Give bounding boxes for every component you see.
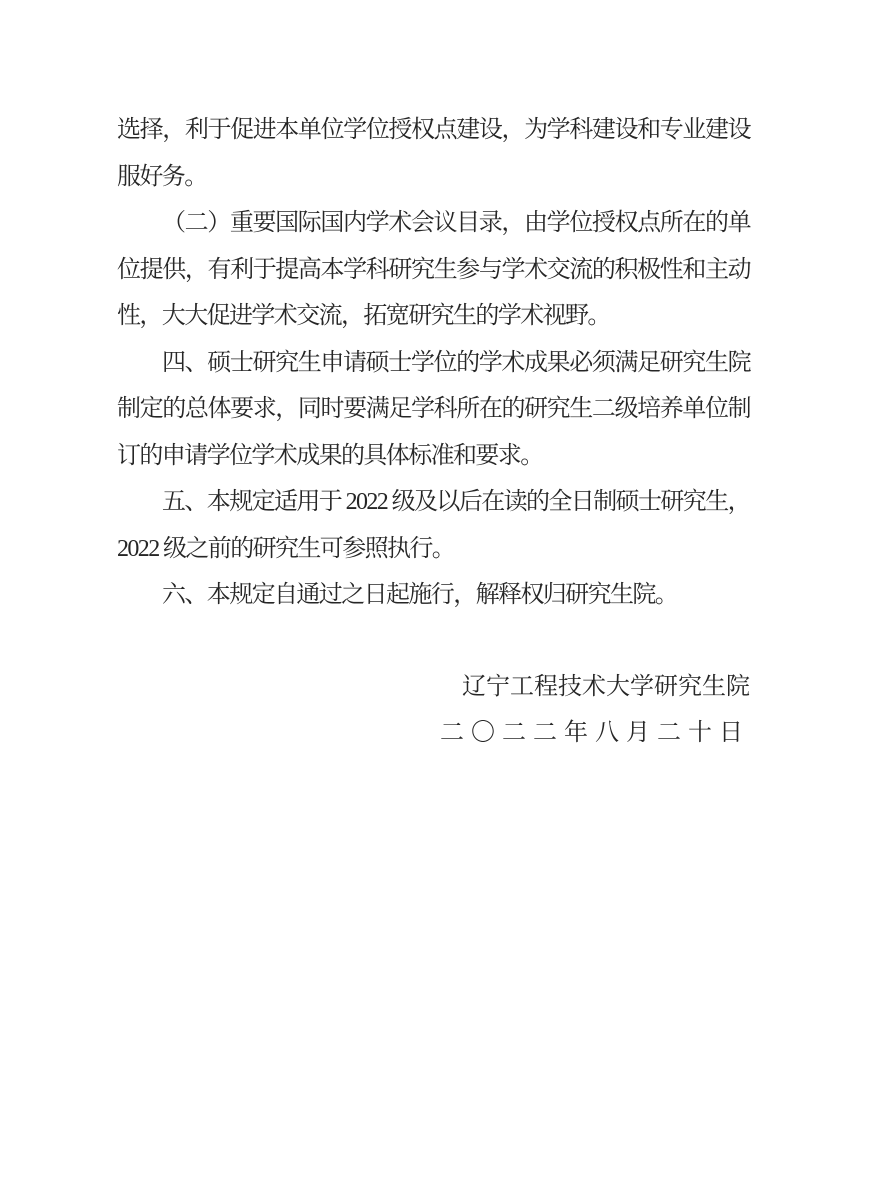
signature-organization: 辽宁工程技术大学研究生院 — [462, 673, 750, 700]
paragraph-article-4: 四、硕士研究生申请硕士学位的学术成果必须满足研究生院制定的总体要求，同时要满足学科所在的研究生二级培养单位制订的申请学位学术成果的具体标准和要求。 — [117, 349, 750, 469]
signature-block — [117, 664, 750, 757]
paragraph-item-2: （二）重要国际国内学术会议目录，由学位授权点所在的单位提供，有利于提高本学科研究生参与学术交流的积极性和主动性，大大促进学术交流，拓宽研究生的学术视野。 — [117, 210, 750, 329]
paragraph-article-6: 六、本规定自通过之日起施行，解释权归研究生院。 — [162, 582, 678, 608]
paragraph-continuation: 选择，利于促进本单位学位授权点建设，为学科建设和专业建设服好务。 — [117, 117, 750, 190]
document-body — [117, 107, 750, 757]
signature-date: 二〇二二年八月二十日 — [440, 720, 750, 746]
paragraph-article-5: 五、本规定适用于 2022 级及以后在读的全日制硕士研究生，2022 级之前的研究生可参照执行。 — [117, 489, 750, 562]
